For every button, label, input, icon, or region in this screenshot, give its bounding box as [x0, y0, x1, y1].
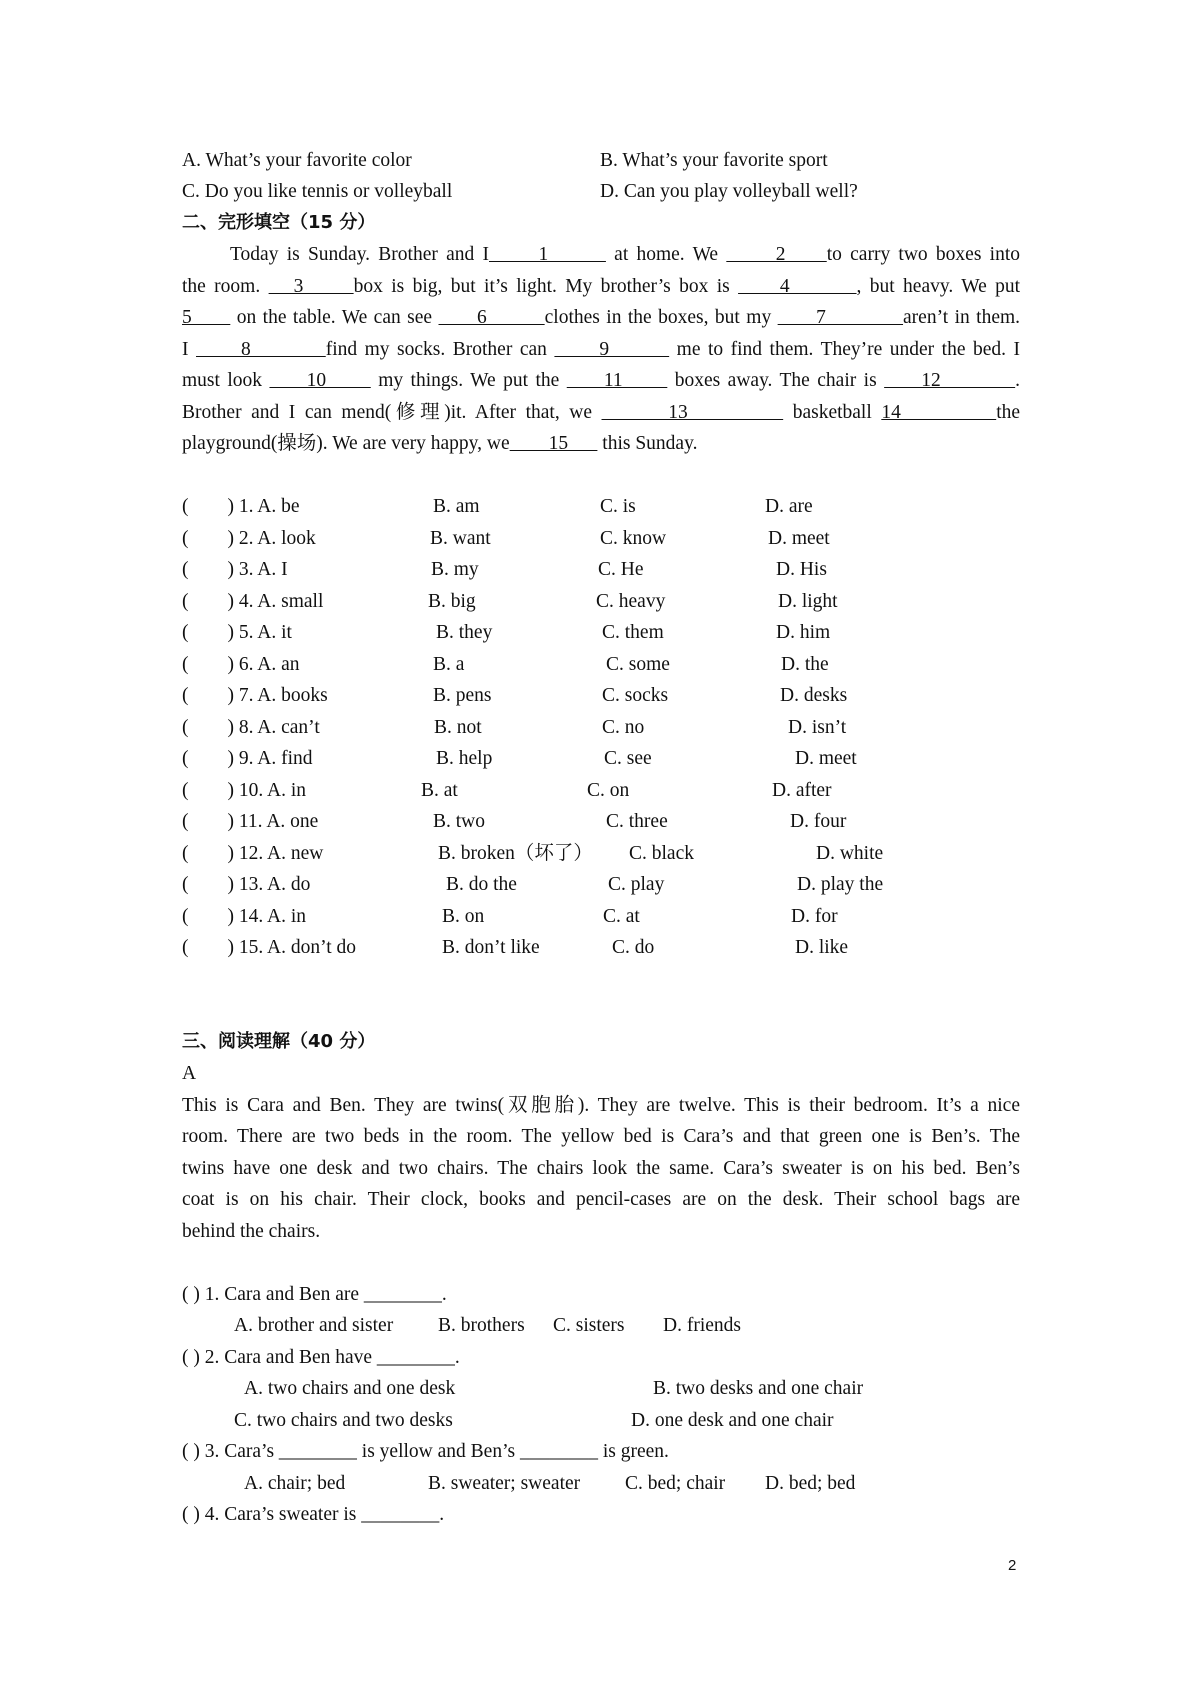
reading-line-1: This is Cara and Ben. They are twins(双胞胎). They are twelve. This is their bedroom. It’s a nice [182, 1095, 1020, 1116]
reading-q2-a: A. two chairs and one desk [244, 1378, 456, 1399]
cloze-question-12-d: D. white [816, 842, 884, 864]
prev-option-c: C. Do you like tennis or volleyball [182, 181, 453, 202]
cloze-question-12-c: C. black [629, 842, 694, 864]
cloze-text: boxes away. The chair is [667, 370, 885, 391]
cloze-text: box is big, but it’s light. My brother’s box is [353, 276, 739, 297]
reading-part-label: A [182, 1063, 197, 1084]
cloze-question-11-b: B. two [433, 811, 486, 832]
cloze-question-8-a: ( ) 8. A. can’t [182, 716, 320, 738]
cloze-question-5-a: ( ) 5. A. it [182, 622, 292, 643]
cloze-text: playground(操场). We are very happy, we [182, 433, 510, 454]
cloze-question-3-b: B. my [431, 559, 479, 580]
cloze-text: . [1015, 370, 1021, 391]
cloze-question-15-a: ( ) 15. A. don’t do [182, 937, 357, 958]
cloze-blank: 10 [269, 370, 371, 391]
reading-line-3: twins have one desk and two chairs. The chairs look the same. Cara’s sweater is on his bed. Ben’s [182, 1158, 1020, 1179]
cloze-question-7-d: D. desks [780, 685, 848, 706]
reading-line-5: behind the chairs. [182, 1221, 321, 1242]
cloze-question-6-c: C. some [606, 653, 670, 675]
cloze-text: me to find them. They’re under the bed. I [669, 339, 1021, 360]
cloze-blank: 6 [438, 307, 545, 328]
cloze-question-9-b: B. help [436, 748, 493, 769]
cloze-line-7 [182, 432, 697, 456]
cloze-blank: 15 [509, 433, 598, 454]
cloze-text: must look [182, 370, 270, 391]
cloze-line-3 [182, 306, 1020, 330]
cloze-question-2-c: C. know [600, 527, 667, 549]
cloze-blank: 14 [881, 402, 997, 423]
cloze-blank: 3 [268, 276, 354, 297]
cloze-question-4-c: C. heavy [596, 590, 666, 612]
cloze-question-12-b: B. broken（坏了） [438, 842, 593, 864]
cloze-question-13-b: B. do the [446, 874, 517, 895]
prev-option-a: A. What’s your favorite color [182, 150, 412, 171]
cloze-question-1-a: ( ) 1. A. be [182, 496, 300, 517]
cloze-question-14-b: B. on [442, 905, 485, 927]
cloze-text: my things. We put the [370, 370, 567, 391]
cloze-question-12-a: ( ) 12. A. new [182, 842, 324, 864]
cloze-question-7-a: ( ) 7. A. books [182, 685, 328, 706]
cloze-question-8-b: B. not [434, 716, 482, 738]
cloze-question-5-c: C. them [602, 622, 664, 643]
cloze-question-6-a: ( ) 6. A. an [182, 653, 300, 675]
cloze-question-11-c: C. three [606, 811, 668, 832]
cloze-text: at home. We [605, 244, 727, 265]
cloze-text: clothes in the boxes, but my [544, 307, 778, 328]
reading-q2-stem: ( ) 2. Cara and Ben have ________. [182, 1347, 460, 1368]
cloze-question-3-c: C. He [598, 559, 644, 580]
cloze-question-11-a: ( ) 11. A. one [182, 811, 319, 832]
cloze-question-2-d: D. meet [768, 527, 830, 549]
prev-option-d: D. Can you play volleyball well? [600, 181, 858, 202]
reading-q4-stem: ( ) 4. Cara’s sweater is ________. [182, 1504, 445, 1525]
cloze-question-10-a: ( ) 10. A. in [182, 779, 307, 801]
cloze-question-2-a: ( ) 2. A. look [182, 527, 316, 549]
cloze-question-1-b: B. am [433, 496, 480, 517]
cloze-question-1-c: C. is [600, 496, 636, 517]
cloze-text: on the table. We can see [230, 307, 439, 328]
reading-q2-c: C. two chairs and two desks [234, 1410, 453, 1431]
prev-option-b: B. What’s your favorite sport [600, 150, 828, 171]
cloze-question-3-d: D. His [776, 559, 827, 580]
cloze-line-6 [182, 401, 1020, 425]
cloze-question-5-d: D. him [776, 622, 831, 643]
cloze-blank: 2 [726, 244, 827, 265]
cloze-question-14-c: C. at [603, 905, 640, 927]
cloze-text: aren’t in them. [903, 307, 1021, 328]
reading-q1-stem: ( ) 1. Cara and Ben are ________. [182, 1284, 447, 1305]
reading-q1-a: A. brother and sister [234, 1315, 394, 1336]
reading-q3-b: B. sweater; sweater [428, 1473, 581, 1494]
cloze-text: I [182, 339, 196, 360]
cloze-text: find my socks. Brother can [325, 339, 555, 360]
cloze-question-13-d: D. play the [797, 874, 884, 895]
cloze-question-2-b: B. want [430, 527, 491, 549]
cloze-question-9-a: ( ) 9. A. find [182, 748, 313, 769]
cloze-question-4-d: D. light [778, 590, 838, 612]
cloze-text: the room. [182, 276, 269, 297]
cloze-question-10-d: D. after [772, 779, 832, 801]
reading-q1-b: B. brothers [438, 1315, 525, 1336]
cloze-text: basketball [783, 402, 882, 423]
cloze-text: the [996, 402, 1021, 423]
cloze-question-8-c: C. no [602, 716, 645, 738]
cloze-question-4-b: B. big [428, 590, 476, 612]
cloze-question-10-c: C. on [587, 779, 630, 801]
reading-q3-c: C. bed; chair [625, 1473, 726, 1494]
reading-q3-a: A. chair; bed [244, 1473, 346, 1494]
cloze-question-14-d: D. for [791, 905, 838, 927]
cloze-question-15-c: C. do [612, 937, 655, 958]
reading-line-4: coat is on his chair. Their clock, books and pencil-cases are on the desk. Their school bags are [182, 1189, 1020, 1210]
cloze-text: Brother and I can mend(修理)it. After that, we [182, 402, 602, 423]
cloze-question-5-b: B. they [436, 622, 493, 643]
reading-q3-stem: ( ) 3. Cara’s ________ is yellow and Ben’s ________ is green. [182, 1441, 669, 1462]
cloze-question-6-d: D. the [781, 653, 829, 675]
cloze-question-9-d: D. meet [795, 748, 857, 769]
cloze-question-11-d: D. four [790, 811, 847, 832]
cloze-blank: 9 [554, 339, 670, 360]
page-number: 2 [1008, 1557, 1017, 1574]
cloze-question-14-a: ( ) 14. A. in [182, 905, 307, 927]
cloze-blank: 13 [601, 402, 784, 423]
cloze-question-6-b: B. a [433, 653, 465, 675]
cloze-text: , but heavy. We put [856, 276, 1021, 297]
cloze-text: this Sunday. [597, 433, 698, 454]
reading-line-2: room. There are two beds in the room. The yellow bed is Cara’s and that green one is Ben’s. The [182, 1126, 1020, 1147]
cloze-line-5 [182, 369, 1020, 393]
cloze-blank: 11 [566, 370, 668, 391]
cloze-question-3-a: ( ) 3. A. I [182, 559, 288, 580]
cloze-question-15-d: D. like [795, 937, 849, 958]
cloze-heading: 二、完形填空（15 分） [182, 212, 376, 233]
cloze-text: Today is Sunday. Brother and I [230, 244, 489, 265]
cloze-blank: 5 [182, 307, 231, 328]
cloze-question-8-d: D. isn’t [788, 716, 847, 738]
cloze-question-9-c: C. see [604, 748, 652, 769]
cloze-line-2 [182, 275, 1020, 299]
reading-heading: 三、阅读理解（40 分） [182, 1031, 376, 1052]
cloze-line-1 [230, 243, 1020, 267]
cloze-blank: 4 [738, 276, 857, 297]
cloze-blank: 1 [489, 244, 606, 265]
cloze-question-13-c: C. play [608, 874, 665, 895]
cloze-question-15-b: B. don’t like [442, 937, 540, 958]
reading-q2-b: B. two desks and one chair [653, 1378, 864, 1399]
reading-q1-c: C. sisters [553, 1315, 625, 1336]
cloze-blank: 7 [777, 307, 904, 328]
cloze-question-13-a: ( ) 13. A. do [182, 874, 311, 895]
reading-q2-d: D. one desk and one chair [631, 1410, 834, 1431]
cloze-question-10-b: B. at [421, 779, 458, 801]
cloze-blank: 12 [884, 370, 1016, 391]
cloze-question-1-d: D. are [765, 496, 813, 517]
cloze-blank: 8 [196, 339, 326, 360]
cloze-question-7-c: C. socks [602, 685, 669, 706]
cloze-line-4 [182, 338, 1020, 362]
reading-q3-d: D. bed; bed [765, 1473, 856, 1494]
cloze-question-7-b: B. pens [433, 685, 492, 706]
reading-q1-d: D. friends [663, 1315, 741, 1336]
cloze-question-4-a: ( ) 4. A. small [182, 590, 324, 612]
cloze-text: to carry two boxes into [826, 244, 1021, 265]
